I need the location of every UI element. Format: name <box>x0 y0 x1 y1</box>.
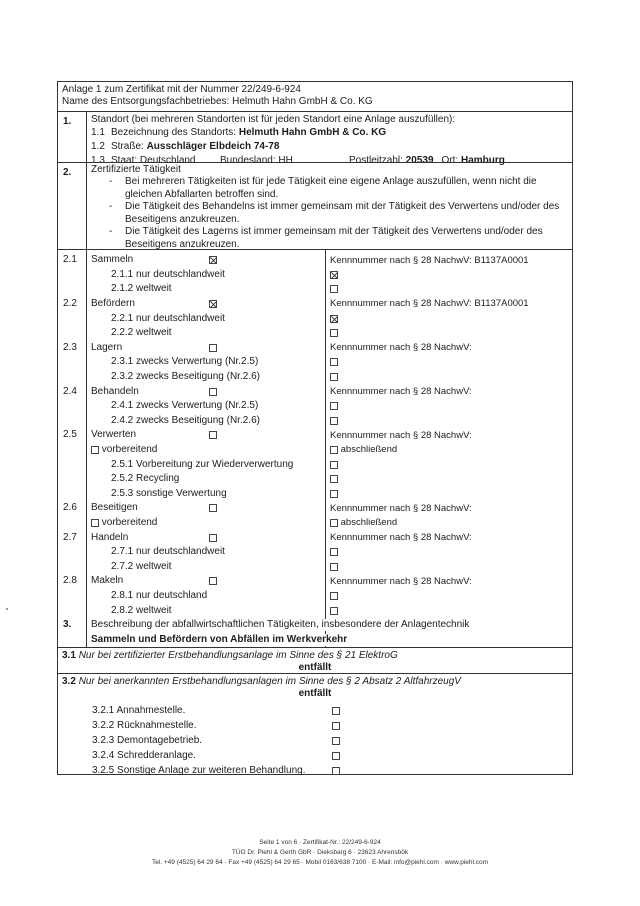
standort-intro: Standort (bei mehreren Standorten ist für jeden Standort eine Anlage auszufüllen): <box>91 113 456 125</box>
checkbox[interactable] <box>330 285 338 293</box>
bullet-note: - Die Tätigkeit des Behandelns ist immer gemeinsam mit der Tätigkeit des Verwertens und/oder des Beseitigens anzukreuzen. <box>109 201 568 226</box>
row-vorbereitend[interactable]: vorbereitend <box>91 516 325 531</box>
footer-page-info: Seite 1 von 6 · Zertifikat-Nr.: 22/249-6-924 <box>259 839 381 846</box>
checkbox[interactable] <box>332 707 340 715</box>
checkbox[interactable] <box>330 592 338 600</box>
checkbox[interactable] <box>209 431 217 439</box>
sub-item: 2.5.2 Recycling <box>111 473 180 485</box>
entfaellt-label: entfällt <box>298 688 332 700</box>
section-taetigkeit <box>58 162 572 249</box>
sub-item: 2.8.2 weltweit <box>111 604 172 616</box>
footer-company: TÜO Dr. Piehl & Gerth GbR · Dieksbarg 6 · 23623 Ahrensbök <box>231 849 409 856</box>
sub-item: 3.2.5 Sonstige Anlage zur weiteren Behandlung. <box>92 764 306 776</box>
checkbox[interactable] <box>330 358 338 366</box>
checkbox[interactable] <box>330 607 338 615</box>
item-number: 2.4 <box>63 385 77 397</box>
checkbox[interactable] <box>330 548 338 556</box>
checkbox[interactable] <box>330 461 338 469</box>
checkbox[interactable] <box>330 417 338 425</box>
checkbox[interactable] <box>332 737 340 745</box>
sub-item: 3.2.4 Schredderanlage. <box>92 749 196 761</box>
sub-item: 2.8.1 nur deutschland <box>111 589 208 601</box>
sub-item: 2.5.3 sonstige Verwertung <box>111 487 227 499</box>
sub-item: 3.2.1 Annahmestelle. <box>92 704 186 716</box>
certificate-annex-table <box>57 81 573 775</box>
item-number: 2.8 <box>63 575 77 587</box>
checkbox-checked[interactable] <box>209 300 217 308</box>
section-number: 3. <box>63 619 72 631</box>
row-beseitigen[interactable]: Beseitigen <box>91 501 325 516</box>
row-abschliessend[interactable]: abschließend <box>330 516 572 531</box>
section-number: 2. <box>58 163 87 253</box>
kennnummer-label: Kennnummer nach § 28 NachwV: <box>330 385 472 397</box>
taetigkeit-title: Zertifizierte Tätigkeit <box>91 164 181 175</box>
checkbox[interactable] <box>330 329 338 337</box>
section-number: 1. <box>58 112 87 170</box>
kennnummer-label: Kennnummer nach § 28 NachwV: <box>330 429 472 441</box>
standort-bezeichnung: 1.1 Bezeichnung des Standorts: Helmuth Hahn GmbH & Co. KG <box>91 127 387 138</box>
sub-item: 2.7.1 nur deutschlandweit <box>111 546 225 558</box>
checkbox[interactable] <box>209 504 217 512</box>
row-sammeln[interactable]: Sammeln <box>91 253 325 268</box>
checkbox-checked[interactable] <box>330 271 338 279</box>
row-behandeln[interactable]: Behandeln <box>91 384 325 399</box>
checkbox[interactable] <box>330 475 338 483</box>
bullet-note: - Bei mehreren Tätigkeiten ist für jede Tätigkeit eine eigene Anlage auszufüllen, wenn nicht die gleichen Abfallarten betroffen sind. <box>109 176 568 201</box>
checkbox[interactable] <box>91 519 99 527</box>
sub-item: 2.7.2 weltweit <box>111 560 172 572</box>
item-number: 2.7 <box>63 531 77 543</box>
standort-ort: 1.3 Staat: Deutschland Bundesland: HH Postleitzahl: 20539 Ort: Hamburg <box>91 155 505 166</box>
checkbox[interactable] <box>330 446 338 454</box>
item-number: 2.3 <box>63 341 77 353</box>
sub-item: 2.1.2 weltweit <box>111 283 172 295</box>
row-lagern[interactable]: Lagern <box>91 341 325 356</box>
checkbox[interactable] <box>330 402 338 410</box>
checkbox-checked[interactable] <box>330 315 338 323</box>
row-verwerten[interactable]: Verwerten <box>91 428 325 443</box>
annex-title: Anlage 1 zum Zertifikat mit der Nummer 22/249-6-924 <box>62 84 301 95</box>
checkbox[interactable] <box>209 388 217 396</box>
row-handeln[interactable]: Handeln <box>91 530 325 545</box>
company-name-line: Name des Entsorgungsfachbetriebes: Helmuth Hahn GmbH & Co. KG <box>62 96 373 107</box>
sub-item: 2.4.1 zwecks Verwertung (Nr.2.5) <box>111 400 259 412</box>
item-number: 2.6 <box>63 502 77 514</box>
checkbox[interactable] <box>91 446 99 454</box>
section3-value: Sammeln und Befördern von Abfällen im Werkverkehr <box>91 632 325 647</box>
annex-header <box>58 82 572 111</box>
standort-strasse: 1.2 Straße: Ausschläger Elbdeich 74-78 <box>91 141 280 152</box>
sub-item: 2.5.1 Vorbereitung zur Wiederverwertung <box>111 458 294 470</box>
checkbox[interactable] <box>332 722 340 730</box>
footer-contact: Tel. +49 (4525) 64 29 64 · Fax +49 (4525) 64 29 65 · Mobil 0163/638 7100 · E-Mail: info@piehl.com · www.piehl.com <box>151 859 489 866</box>
kennnummer-label: Kennnummer nach § 28 NachwV: B1137A0001 <box>330 298 529 310</box>
kennnummer-label: Kennnummer nach § 28 NachwV: <box>330 342 472 354</box>
kennnummer-label: Kennnummer nach § 28 NachwV: B1137A0001 <box>330 254 529 266</box>
section-3-1: 3.1 Nur bei zertifizierter Erstbehandlungsanlage im Sinne des § 21 ElektroG entfällt <box>58 647 572 673</box>
row-befoerdern[interactable]: Befördern <box>91 297 325 312</box>
checkbox[interactable] <box>209 344 217 352</box>
checkbox[interactable] <box>330 519 338 527</box>
checkbox[interactable] <box>330 373 338 381</box>
section-standort <box>58 111 572 166</box>
section3-description: Beschreibung der abfallwirtschaftlichen Tätigkeiten, insbesondere der Anlagentechnik <box>91 618 325 633</box>
kennnummer-label: Kennnummer nach § 28 NachwV: <box>330 575 472 587</box>
sub-item: 2.4.2 zwecks Beseitigung (Nr.2.6) <box>111 414 260 426</box>
kennnummer-label: Kennnummer nach § 28 NachwV: <box>330 502 472 514</box>
checkbox[interactable] <box>209 534 217 542</box>
checkbox[interactable] <box>209 577 217 585</box>
sub-item: 2.2.2 weltweit <box>111 327 172 339</box>
row-vorbereitend[interactable]: vorbereitend <box>91 443 325 458</box>
row-abschliessend[interactable]: abschließend <box>330 443 572 458</box>
sub-item: 3.2.3 Demontagebetrieb. <box>92 734 203 746</box>
sub-item: 2.3.2 zwecks Beseitigung (Nr.2.6) <box>111 371 260 383</box>
scan-speck <box>6 608 8 610</box>
sub-item: 2.1.1 nur deutschlandweit <box>111 268 225 280</box>
sub-item: 2.2.1 nur deutschlandweit <box>111 312 225 324</box>
checkbox[interactable] <box>330 563 338 571</box>
checkbox[interactable] <box>332 752 340 760</box>
checkbox-checked[interactable] <box>209 256 217 264</box>
checkbox[interactable] <box>330 490 338 498</box>
item-number: 2.1 <box>63 254 77 266</box>
item-number: 2.2 <box>63 298 77 310</box>
item-number: 2.5 <box>63 429 77 441</box>
activities-table <box>58 249 572 647</box>
kennnummer-label: Kennnummer nach § 28 NachwV: <box>330 531 472 543</box>
section-3-2: 3.2 Nur bei anerkannten Erstbehandlungsanlagen im Sinne des § 2 Absatz 2 AltfahrzeugV entfällt 3.2.1 Annahmestelle. 3.2.2 Rücknahmestelle. 3.2.3 Demontagebetrieb. 3.2.4 Schredderanlage. 3.2.5 Sonstige Anlage zur weiteren Behandlung. <box>58 673 572 774</box>
row-makeln[interactable]: Makeln <box>91 574 325 589</box>
sub-item: 3.2.2 Rücknahmestelle. <box>92 719 197 731</box>
entfaellt-label: entfällt <box>298 662 332 674</box>
sub-item: 2.3.1 zwecks Verwertung (Nr.2.5) <box>111 356 259 368</box>
checkbox[interactable] <box>332 767 340 775</box>
bullet-note: - Die Tätigkeit des Lagerns ist immer gemeinsam mit der Tätigkeit des Verwertens und/oder des Beseitigens anzukreuzen. <box>109 226 568 251</box>
